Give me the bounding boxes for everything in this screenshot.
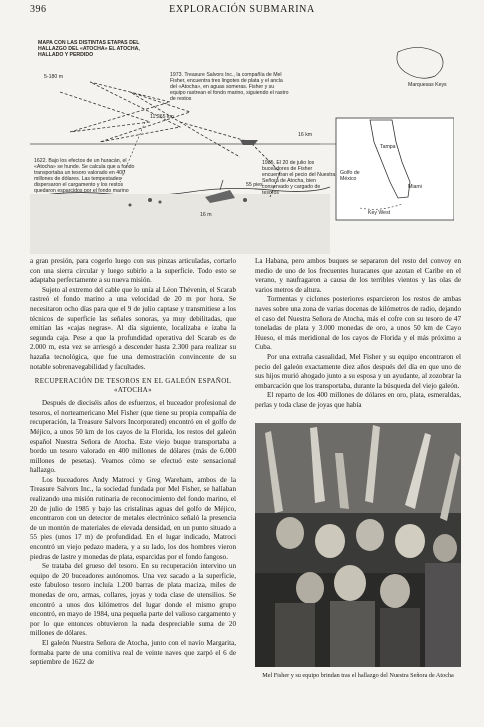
distance-small: 16 km [298,132,313,138]
distance-main: 11.265 km [150,114,174,120]
inset-gulf: Golfo de México [340,170,360,182]
left-paragraph: Sujeto al extremo del cable que lo unía al Léon Thévenin, el Scarab rastreó el fondo marino a una velocidad de 20 m por hora. Se necesitaron ocho días para que el 9 de julio captase y transmitiese a los técnicos de superficie las señales sonoras, ya muy debilitadas, que emitían las «cajas negras». Al día siguiente, localizaba e izaba la segunda caja. Pese a que la profundidad operativa del Scarab es de 2.000 m, esta vez se arriesgó a descender hasta 2.300 para realizar su hazaña tecnológica, que fue una demostración convincente de su notable sobrenavegabilidad y facultades. [30,285,236,371]
left-paragraph: a gran presión, para cogerlo luego con sus pinzas articuladas, cortarlo con una sierra circular y luego subirlo a la superficie. Todo esto se adaptaba perfectamente a su nueva misión. [30,257,236,285]
photo-caption: Mel Fisher y su equipo brindan tras el hallazgo del Nuestra Señora de Atocha [262,672,454,679]
photo-image [255,423,461,667]
right-paragraph: Tormentas y ciclones posteriores esparcieron los restos de ambas naves sobre una zona de varias docenas de kilómetros de radio, dejando el caso del Nuestra Señora de Atocha, más el cofre con su tesoro de 47 toneladas de plata y 3.000 monedas de oro, a unos 50 km de Cayo Hueso, el más meridional de los cayos de Florida y el más próximo a Cuba. [255,295,461,352]
inset-miami: Miami [408,184,422,190]
left-paragraph: Los buceadores Andy Matroci y Greg Wareham, ambos de la Treasure Salvors Inc., la sociedad fundada por Mel Fisher, se hallaban realizando una misión rutinaria de reconocimiento del fondo marino, el 20 de julio de 1985 y bajo las cristalinas aguas del golfo de Méjico, encontraron con un detector de metales electrónico señaló la presencia de un montón de materiales de elevada densidad, en un punto situado a 55 pies (unos 17 m) de profundidad. En el lugar indicado, Matroci encontró un viejo pedazo madera, y a su lado, los dos hombres vieron piedras de lastre y monedas de plata, esparcidas por el fondo fangoso. [30,475,236,561]
right-column [255,257,461,411]
label-1985: 1985. El 20 de julio los buceadores de Fisher encuentran el pecio del Nuestra Señora de Atocha, bien conservado y cargado de tesoros [262,160,336,196]
inset-keywest: Key West [368,210,391,216]
label-1973: 1973. Treasure Salvors Inc., la compañía de Mel Fisher, encuentra tres lingotes de plata y el ancla del «Atocha», en aguas someras. Fisher y su equipo rastrean el fondo marino, siguiendo el rastro de restos [170,72,289,102]
depth-bottom: 55 pies [246,182,263,188]
depth-top: 5-180 m [44,74,64,80]
page-number: 396 [30,4,47,15]
atocha-map-illustration [30,22,454,254]
depth-floor: 16 m [200,212,212,218]
right-paragraph: El reparto de los 400 millones de dólares en oro, plata, esmeraldas, perlas y toda clase de joyas que había [255,391,461,409]
divers-photo [255,423,461,667]
left-column [30,257,236,668]
left-paragraph: Se trataba del grueso del tesoro. En su recuperación intervino un equipo de 20 buceadores autónomos. Una vez sacado a la superficie, este fabuloso tesoro incluía 1.200 barras de plata maciza, miles de monedas de oro, armas, collares, joyas y toda clase de utensilios. Se encontró a unos dos kilómetros del lugar donde el mismo grupo encontró, en mayo de 1984, una pequeña parte del valioso cargamento y por lo que entonces obtuvieron la nada despreciable suma de 20 millones de dólares. [30,562,236,638]
map-title: MAPA CON LAS DISTINTAS ETAPAS DEL HALLAZGO DEL «ATOCHA» EL ATOCHA, HALLADO Y PERDIDO [38,40,140,58]
label-1622: 1622. Bajo los efectos de un huracán, el «Atocha» se hunde. Se calcula que a fondo transportaba un tesoro valorado en 400 millones de dólares. Las tempestades dispersaron el cargamento y los restos quedaron esparcidos por el fondo marino [34,158,135,194]
inset-marquesas: Marquesas Keys [408,82,447,88]
running-title: EXPLORACIÓN SUBMARINA [169,4,315,15]
left-paragraph: El galeón Nuestra Señora de Atocha, junto con el navío Margarita, formaba parte de una comitiva real de veinte naves que zarpó el 6 de septiembre de 1622 de [30,638,236,667]
inset-tampa: Tampa [380,144,396,150]
right-paragraph: Por una extraña casualidad, Mel Fisher y su equipo encontraron el pecio del galeón exactamente diez años después del día en que uno de sus hijos murió ahogado junto a su esposa y un ayudante, al zozobrar la embarcación que los transportaba, durante la búsqueda del viejo galeón. [255,352,461,390]
right-paragraph: La Habana, pero ambos buques se separaron del resto del convoy en medio de uno de los frecuentes huracanes que azotan el Caribe en el verano, y naufragaron a causa de los terribles vientos y las olas de varios metros de altura. [255,257,461,294]
left-paragraph: Después de dieciséis años de esfuerzos, el buceador profesional de tesoros, el norteamericano Mel Fisher (que tiene su propia compañía de recuperación, la Treasure Salvors Incorporated) encontró en el golfo de Méjico, a unos 50 km de los cayos de la Florida, los restos del galeón español Nuestra Señora de Atocha. Este viejo buque transportaba a bordo un tesoro valorado en 400 millones de dólares (más de 6.000 millones de pesetas). Veamos cómo se efectuó este sensacional hallazgo. [30,399,236,475]
section-heading: RECUPERACIÓN DE TESOROS EN EL GALEÓN ESPAÑOL «ATOCHA» [34,378,232,395]
